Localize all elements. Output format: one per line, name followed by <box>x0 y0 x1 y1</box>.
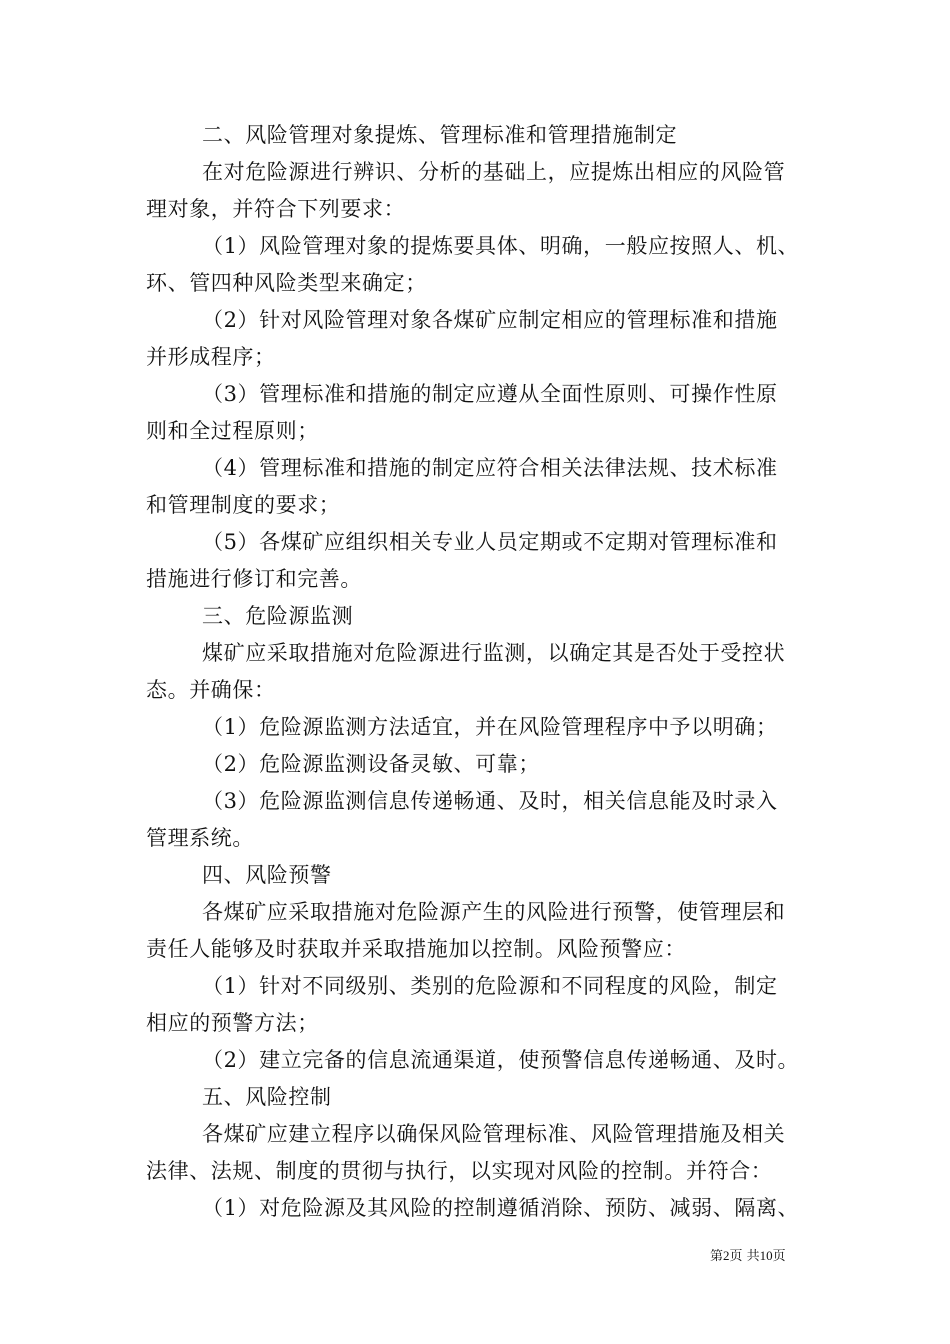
paragraph-line: 责任人能够及时获取并采取措施加以控制。风险预警应： <box>146 937 686 961</box>
list-item-line: （4）管理标准和措施的制定应符合相关法律法规、技术标准 <box>202 456 778 480</box>
list-item-line: 措施进行修订和完善。 <box>146 567 362 591</box>
list-item-line: 相应的预警方法； <box>146 1011 319 1035</box>
section-heading-risk-control: 五、风险控制 <box>202 1085 332 1109</box>
list-item-line: （2）针对风险管理对象各煤矿应制定相应的管理标准和措施 <box>202 308 778 332</box>
list-item-line: （1）危险源监测方法适宜，并在风险管理程序中予以明确； <box>202 715 778 739</box>
list-item-line: 和管理制度的要求； <box>146 493 341 517</box>
list-item-line: （1）对危险源及其风险的控制遵循消除、预防、减弱、隔离、 <box>202 1196 800 1220</box>
section-heading-risk-objects: 二、风险管理对象提炼、管理标准和管理措施制定 <box>202 123 678 147</box>
footer-middle: 页 共 <box>729 1249 760 1264</box>
list-item-line: 管理系统。 <box>146 826 254 850</box>
list-item-line: 环、管四种风险类型来确定； <box>146 271 427 295</box>
list-item-line: 则和全过程原则； <box>146 419 319 443</box>
footer-prefix: 第 <box>710 1249 724 1264</box>
list-item-line: （2）危险源监测设备灵敏、可靠； <box>202 752 540 776</box>
section-heading-risk-warning: 四、风险预警 <box>202 863 332 887</box>
paragraph-line: 态。并确保： <box>146 678 276 702</box>
paragraph-line: 理对象，并符合下列要求： <box>146 197 406 221</box>
paragraph-line: 各煤矿应采取措施对危险源产生的风险进行预警，使管理层和 <box>202 900 786 924</box>
page-footer <box>710 1247 786 1266</box>
paragraph-line: 法律、法规、制度的贯彻与执行，以实现对风险的控制。并符合： <box>146 1159 773 1183</box>
paragraph-line: 煤矿应采取措施对危险源进行监测，以确定其是否处于受控状 <box>202 641 786 665</box>
list-item-line: （3）管理标准和措施的制定应遵从全面性原则、可操作性原 <box>202 382 778 406</box>
list-item-line: （1）针对不同级别、类别的危险源和不同程度的风险，制定 <box>202 974 778 998</box>
paragraph-line: 在对危险源进行辨识、分析的基础上，应提炼出相应的风险管 <box>202 160 786 184</box>
total-pages-number: 10 <box>759 1248 773 1263</box>
list-item-line: （3）危险源监测信息传递畅通、及时，相关信息能及时录入 <box>202 789 778 813</box>
section-heading-hazard-monitoring: 三、危险源监测 <box>202 604 354 628</box>
list-item-line: （2）建立完备的信息流通渠道，使预警信息传递畅通、及时。 <box>202 1048 800 1072</box>
current-page-number: 2 <box>723 1248 730 1263</box>
list-item-line: （1）风险管理对象的提炼要具体、明确，一般应按照人、机、 <box>202 234 800 258</box>
footer-suffix: 页 <box>772 1249 786 1264</box>
paragraph-line: 各煤矿应建立程序以确保风险管理标准、风险管理措施及相关 <box>202 1122 786 1146</box>
list-item-line: 并形成程序； <box>146 345 276 369</box>
list-item-line: （5）各煤矿应组织相关专业人员定期或不定期对管理标准和 <box>202 530 778 554</box>
